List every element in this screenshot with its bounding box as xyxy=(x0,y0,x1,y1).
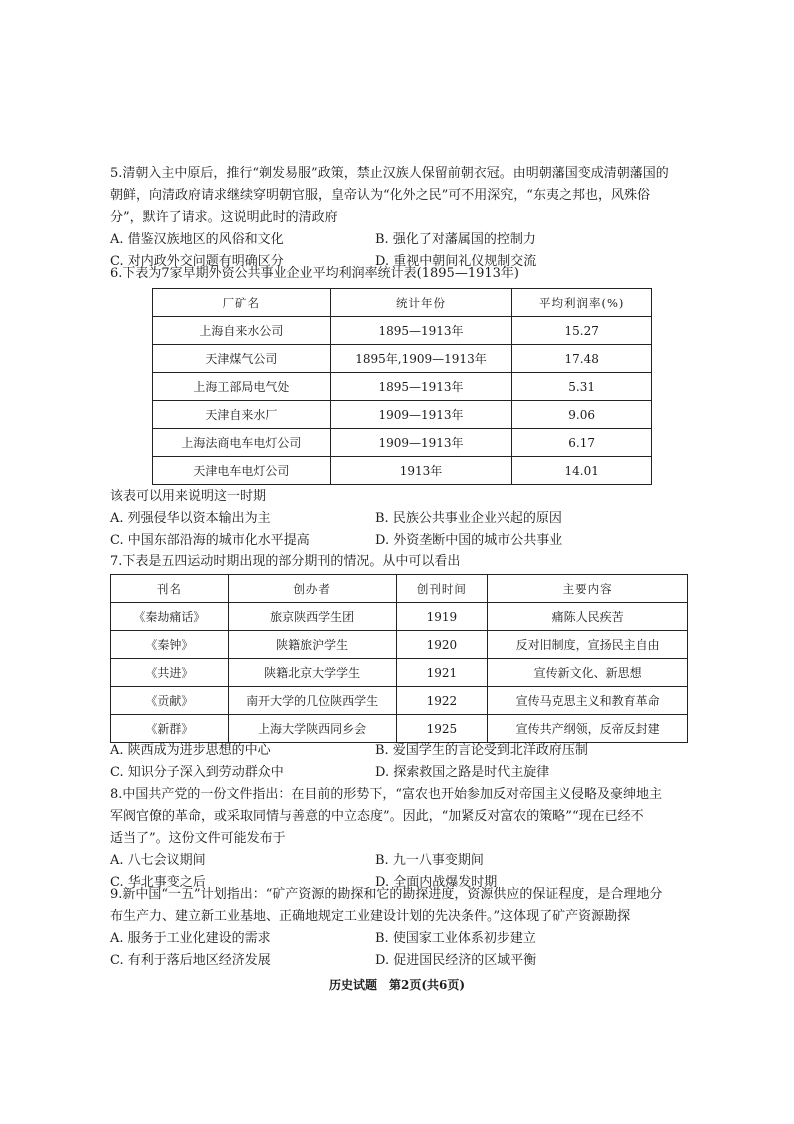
q9-stem-line-1: 9.新中国“一五”计划指出：“矿产资源的勘探和它的勘探进度，资源供应的保证程度，是合理地分 xyxy=(110,887,663,902)
question-7-options xyxy=(110,740,690,784)
q9-option-a: A. 服务于工业化建设的需求 xyxy=(110,931,271,946)
table-row xyxy=(111,631,688,659)
table-cell: 1909—1913年 xyxy=(330,401,512,429)
q6-header-cell: 厂矿名 xyxy=(153,289,331,317)
question-8 xyxy=(110,784,690,894)
table-cell: 9.06 xyxy=(512,401,652,429)
table-cell: 《秦钟》 xyxy=(111,631,229,659)
table-cell: 天津自来水厂 xyxy=(153,401,331,429)
q6-option-a: A. 列强侵华以资本输出为主 xyxy=(110,511,271,526)
q7-option-a: A. 陕西成为进步思想的中心 xyxy=(110,743,271,758)
q7-header-cell: 刊名 xyxy=(111,575,229,603)
q5-stem-line-1: 5.清朝入主中原后，推行“剃发易服”政策，禁止汉族人保留前朝衣冠。由明朝藩国变成清朝藩国的 xyxy=(110,166,669,181)
table-cell: 《贡献》 xyxy=(111,687,229,715)
table-row xyxy=(153,317,652,345)
q7-option-b: B. 爱国学生的言论受到北洋政府压制 xyxy=(375,743,588,758)
table-cell: 南开大学的几位陕西学生 xyxy=(228,687,396,715)
q9-option-b: B. 使国家工业体系初步建立 xyxy=(375,931,536,946)
q8-stem-line-3: 适当了”。这份文件可能发布于 xyxy=(110,831,286,846)
q7-table xyxy=(110,574,688,743)
q5-option-b: B. 强化了对藩属国的控制力 xyxy=(375,232,536,247)
q6-header-cell: 统计年份 xyxy=(330,289,512,317)
table-cell: 1913年 xyxy=(330,457,512,485)
table-row xyxy=(111,659,688,687)
table-cell: 1925 xyxy=(396,715,488,743)
q6-table-header xyxy=(153,289,652,317)
table-row xyxy=(153,429,652,457)
q7-header-cell: 创刊时间 xyxy=(396,575,488,603)
q6-option-b: B. 民族公共事业企业兴起的原因 xyxy=(375,511,562,526)
table-row xyxy=(153,457,652,485)
table-cell: 1919 xyxy=(396,603,488,631)
table-cell: 宣传马克思主义和教育革命 xyxy=(488,687,688,715)
q6-table xyxy=(152,288,652,485)
table-cell: 上海工部局电气处 xyxy=(153,373,331,401)
table-cell: 1909—1913年 xyxy=(330,429,512,457)
q5-option-c: C. 对内政外交问题有明确区分 xyxy=(110,254,284,269)
q6-stem: 6.下表为7家早期外资公共事业企业平均利润率统计表(1895—1913年) xyxy=(110,266,519,281)
table-cell: 1895—1913年 xyxy=(330,373,512,401)
table-cell: 《新群》 xyxy=(111,715,229,743)
table-cell: 《秦劫痛话》 xyxy=(111,603,229,631)
table-cell: 反对旧制度，宣扬民主自由 xyxy=(488,631,688,659)
table-cell: 上海自来水公司 xyxy=(153,317,331,345)
table-cell: 1895—1913年 xyxy=(330,317,512,345)
q5-option-d: D. 重视中朝间礼仪规制交流 xyxy=(375,254,537,269)
table-cell: 1921 xyxy=(396,659,488,687)
q7-option-d: D. 探索救国之路是时代主旋律 xyxy=(375,765,550,780)
q7-option-c: C. 知识分子深入到劳动群众中 xyxy=(110,765,284,780)
question-9 xyxy=(110,884,690,972)
q7-table-header xyxy=(111,575,688,603)
table-cell: 6.17 xyxy=(512,429,652,457)
table-cell: 天津电车电灯公司 xyxy=(153,457,331,485)
table-cell: 15.27 xyxy=(512,317,652,345)
q9-stem-line-2: 布生产力、建立新工业基地、正确地规定工业建设计划的先决条件。”这体现了矿产资源勘探 xyxy=(110,909,631,924)
table-row xyxy=(111,603,688,631)
q6-header-cell: 平均利润率(%) xyxy=(512,289,652,317)
table-cell: 陕籍北京大学学生 xyxy=(228,659,396,687)
table-row xyxy=(153,345,652,373)
q5-stem-line-2: 朝鲜，向清政府请求继续穿明朝官服，皇帝认为“化外之民”可不用深究，“东夷之邦也，风殊俗 xyxy=(110,188,650,203)
table-cell: 陕籍旅沪学生 xyxy=(228,631,396,659)
q6-option-c: C. 中国东部沿海的城市化水平提高 xyxy=(110,533,310,548)
page-footer: 历史试题 第2页(共6页) xyxy=(328,978,466,992)
table-cell: 14.01 xyxy=(512,457,652,485)
table-row xyxy=(153,373,652,401)
q9-option-d: D. 促进国民经济的区域平衡 xyxy=(375,953,537,968)
table-cell: 《共进》 xyxy=(111,659,229,687)
q7-options xyxy=(110,740,690,784)
table-cell: 1895年,1909—1913年 xyxy=(330,345,512,373)
q8-stem-line-2: 军阀官僚的革命，或采取同情与善意的中立态度”。因此，“加紧反对富农的策略”“现在已经不 xyxy=(110,809,644,824)
q8-option-a: A. 八七会议期间 xyxy=(110,853,206,868)
table-cell: 5.31 xyxy=(512,373,652,401)
table-row xyxy=(111,715,688,743)
table-cell: 痛陈人民疾苦 xyxy=(488,603,688,631)
table-cell: 17.48 xyxy=(512,345,652,373)
q6-after-table: 该表可以用来说明这一时期 xyxy=(110,489,267,504)
q6-option-d: D. 外资垄断中国的城市公共事业 xyxy=(375,533,563,548)
question-7-stem xyxy=(110,551,690,573)
q9-option-c: C. 有利于落后地区经济发展 xyxy=(110,953,271,968)
q5-stem-line-3: 分”，默许了请求。这说明此时的清政府 xyxy=(110,210,338,225)
question-6-stem xyxy=(110,263,690,285)
q5-option-a: A. 借鉴汉族地区的风俗和文化 xyxy=(110,232,284,247)
q8-stem-line-1: 8.中国共产党的一份文件指出：在目前的形势下，“富农也开始参加反对帝国主义侵略及豪绅地主 xyxy=(110,787,663,802)
table-cell: 上海大学陕西同乡会 xyxy=(228,715,396,743)
table-cell: 宣传共产纲领，反帝反封建 xyxy=(488,715,688,743)
table-cell: 1920 xyxy=(396,631,488,659)
question-5 xyxy=(110,163,690,273)
q8-option-c: C. 华北事变之后 xyxy=(110,875,206,890)
q8-option-d: D. 全面内战爆发时期 xyxy=(375,875,498,890)
table-row xyxy=(153,401,652,429)
question-6-tail xyxy=(110,486,690,552)
table-cell: 旅京陕西学生团 xyxy=(228,603,396,631)
q8-option-b: B. 九一八事变期间 xyxy=(375,853,484,868)
q7-stem: 7.下表是五四运动时期出现的部分期刊的情况。从中可以看出 xyxy=(110,554,461,569)
table-cell: 1922 xyxy=(396,687,488,715)
table-row xyxy=(111,687,688,715)
table-cell: 上海法商电车电灯公司 xyxy=(153,429,331,457)
q6-options xyxy=(110,508,690,552)
q9-options xyxy=(110,928,690,972)
q7-header-cell: 主要内容 xyxy=(488,575,688,603)
table-cell: 天津煤气公司 xyxy=(153,345,331,373)
table-cell: 宣传新文化、新思想 xyxy=(488,659,688,687)
q7-header-cell: 创办者 xyxy=(228,575,396,603)
